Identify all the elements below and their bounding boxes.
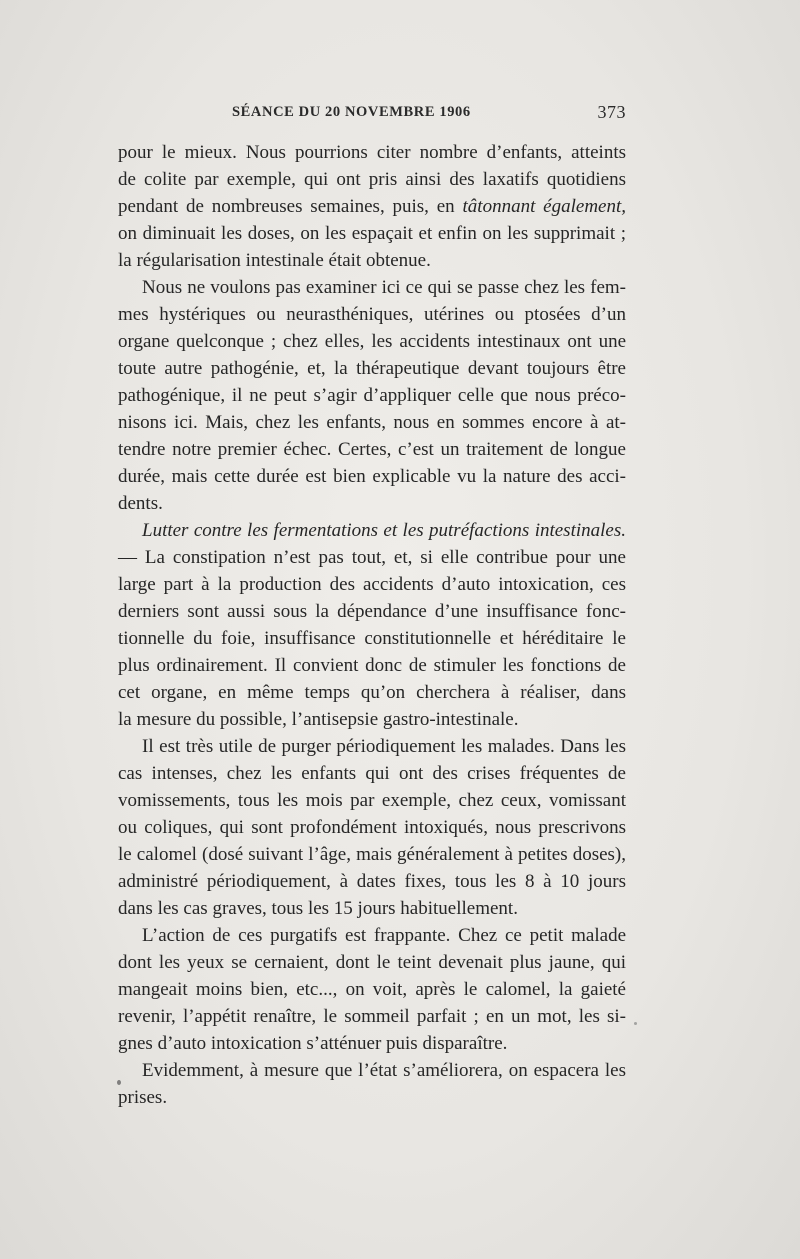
- body-text: [94, 139, 626, 1111]
- paragraph-5: [94, 922, 626, 1057]
- text-line: ou coliques, qui sont profondément intoxiqués, nous prescrivons: [118, 817, 626, 838]
- paragraph-6: [94, 1057, 626, 1111]
- text-line: plus ordinairement. Il convient donc de stimuler les fonctions de: [118, 655, 626, 676]
- text-line: gnes d’auto intoxication s’atténuer puis disparaître.: [118, 1033, 508, 1054]
- paragraph-1: [94, 139, 626, 274]
- text-line: pathogénique, il ne peut s’agir d’appliquer celle que nous préco-: [118, 385, 626, 406]
- paragraph-2: [94, 274, 626, 517]
- text-line: derniers sont aussi sous la dépendance d’une insuffisance fonc-: [118, 601, 626, 622]
- text-line: vomissements, tous les mois par exemple, chez ceux, vomissant: [118, 790, 626, 811]
- text-line: Nous ne voulons pas examiner ici ce qui se passe chez les fem-: [142, 277, 626, 298]
- text-line: la régularisation intestinale était obtenue.: [118, 250, 431, 271]
- text-line: cet organe, en même temps qu’on cherchera à réaliser, dans: [118, 682, 626, 703]
- text-line: pour le mieux. Nous pourrions citer nombre d’enfants, atteints: [118, 142, 626, 163]
- text-line: organe quelconque ; chez elles, les accidents intestinaux ont une: [118, 331, 626, 352]
- ink-speck: [117, 1080, 121, 1085]
- text-line: cas intenses, chez les enfants qui ont des crises fréquentes de: [118, 763, 626, 784]
- text-line: toute autre pathogénie, et, la thérapeutique devant toujours être: [118, 358, 626, 379]
- text-line: de colite par exemple, qui ont pris ainsi des laxatifs quotidiens: [118, 169, 626, 190]
- text-line: dans les cas graves, tous les 15 jours habituellement.: [118, 898, 518, 919]
- page-header: [94, 104, 626, 130]
- text-line: tionnelle du foie, insuffisance constitutionnelle et héréditaire le: [118, 628, 626, 649]
- page-number: 373: [597, 102, 626, 122]
- text-line: mes hystériques ou neurasthéniques, utérines ou ptosées d’un: [118, 304, 626, 325]
- text-line: mangeait moins bien, etc..., on voit, après le calomel, la gaieté: [118, 979, 626, 1000]
- text-line: Il est très utile de purger périodiquement les malades. Dans les: [142, 736, 626, 757]
- ink-speck: [634, 1022, 637, 1025]
- text-line: [94, 193, 626, 220]
- running-title: SÉANCE DU 20 NOVEMBRE 1906: [232, 104, 471, 120]
- text-line: prises.: [118, 1087, 168, 1108]
- italic-fragment: tâtonnant également,: [462, 196, 626, 217]
- paragraph-4: [94, 733, 626, 922]
- text-line: large part à la production des accidents d’auto intoxication, ces: [118, 574, 626, 595]
- text-line: Evidemment, à mesure que l’état s’améliorera, on espacera les: [142, 1060, 626, 1081]
- text-line: la mesure du possible, l’antisepsie gastro-intestinale.: [118, 709, 519, 730]
- text-line: le calomel (dosé suivant l’âge, mais généralement à petites doses),: [118, 844, 626, 865]
- text-line: dents.: [118, 493, 163, 514]
- text-line: administré périodiquement, à dates fixes, tous les 8 à 10 jours: [118, 871, 626, 892]
- text-line: nisons ici. Mais, chez les enfants, nous en sommes encore à at-: [118, 412, 626, 433]
- text-line: on diminuait les doses, on les espaçait et enfin on les supprimait ;: [118, 223, 626, 244]
- text-fragment: pendant de nombreuses semaines, puis, en: [118, 196, 463, 217]
- paragraph-3: [94, 517, 626, 733]
- text-line: dont les yeux se cernaient, dont le teint devenait plus jaune, qui: [118, 952, 626, 973]
- text-line: revenir, l’appétit renaître, le sommeil parfait ; en un mot, les si-: [118, 1006, 626, 1027]
- text-line: — La constipation n’est pas tout, et, si elle contribue pour une: [118, 547, 626, 568]
- section-heading: Lutter contre les fermentations et les putréfactions intestinales.: [142, 520, 626, 541]
- text-line: tendre notre premier échec. Certes, c’est un traitement de longue: [118, 439, 626, 460]
- text-line: L’action de ces purgatifs est frappante. Chez ce petit malade: [142, 925, 626, 946]
- text-line: durée, mais cette durée est bien explicable vu la nature des acci-: [118, 466, 626, 487]
